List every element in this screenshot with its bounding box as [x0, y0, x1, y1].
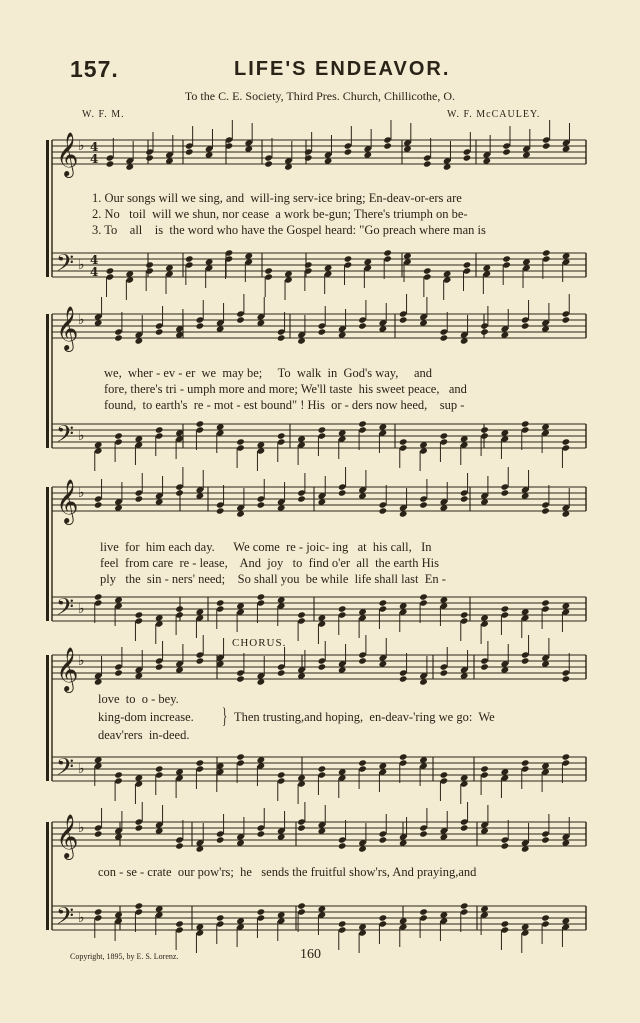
- note-head: [502, 255, 511, 262]
- note-head: [114, 669, 123, 676]
- system-bracket: [46, 822, 49, 930]
- note-head: [440, 432, 449, 439]
- note-head: [379, 507, 388, 514]
- note-head: [196, 657, 205, 664]
- note-head: [297, 824, 306, 831]
- note-head: [297, 902, 306, 909]
- lyric-chorus: con - se - crate our pow'rs; he sends the fruitful show'rs, And praying,and: [98, 865, 477, 879]
- treble-clef-icon: 𝄞: [56, 814, 79, 858]
- note-head: [257, 593, 266, 600]
- note-head: [501, 842, 510, 849]
- lyric-verse-2: king-dom increase.: [98, 710, 194, 724]
- note-head: [423, 267, 432, 274]
- note-head: [114, 771, 123, 778]
- lyric-verse-3: deav'rers in-deed.: [98, 728, 190, 742]
- flat-sign-icon: ♭: [78, 820, 85, 836]
- time-signature: 4: [90, 140, 99, 154]
- chorus-label: CHORUS.: [232, 637, 287, 649]
- brace: }: [222, 703, 228, 728]
- note-head: [236, 675, 245, 682]
- note-head: [94, 593, 103, 600]
- note-head: [542, 142, 551, 149]
- note-head: [145, 154, 154, 161]
- note-head: [145, 261, 154, 268]
- note-head: [304, 261, 313, 268]
- note-head: [135, 824, 144, 831]
- note-head: [338, 842, 347, 849]
- note-head: [264, 267, 273, 274]
- note-head: [379, 914, 388, 921]
- note-head: [94, 908, 103, 915]
- bass-clef-icon: 𝄢: [56, 420, 75, 453]
- note-head: [379, 836, 388, 843]
- note-head: [175, 489, 184, 496]
- time-signature: 4: [90, 253, 99, 267]
- note-head: [216, 507, 225, 514]
- note-head: [318, 328, 327, 335]
- note-head: [135, 495, 144, 502]
- note-head: [383, 249, 392, 256]
- note-head: [175, 920, 184, 927]
- note-head: [338, 489, 347, 496]
- note-head: [419, 593, 428, 600]
- note-head: [135, 611, 144, 618]
- note-head: [185, 148, 194, 155]
- note-head: [480, 426, 489, 433]
- flat-sign-icon: ♭: [78, 485, 85, 501]
- note-head: [399, 316, 408, 323]
- note-head: [383, 142, 392, 149]
- note-head: [344, 148, 353, 155]
- lyric-verse-1: we, wher - ev - er we may be; To walk in God's way, and: [104, 366, 433, 380]
- note-head: [521, 759, 530, 766]
- time-signature: 4: [90, 152, 99, 166]
- note-head: [463, 261, 472, 268]
- note-head: [236, 316, 245, 323]
- note-head: [257, 501, 266, 508]
- note-head: [196, 322, 205, 329]
- note-head: [562, 316, 571, 323]
- note-head: [196, 420, 205, 427]
- copyright-notice: Copyright, 1895, by E. S. Lorenz.: [70, 952, 179, 961]
- note-head: [135, 902, 144, 909]
- note-head: [521, 322, 530, 329]
- note-head: [399, 753, 408, 760]
- note-head: [358, 420, 367, 427]
- note-head: [541, 599, 550, 606]
- note-head: [358, 322, 367, 329]
- hymn-number: 157.: [70, 56, 119, 82]
- bass-clef-icon: 𝄢: [56, 753, 75, 786]
- note-head: [318, 765, 327, 772]
- note-head: [277, 334, 286, 341]
- note-head: [94, 501, 103, 508]
- note-head: [480, 663, 489, 670]
- note-head: [501, 920, 510, 927]
- note-head: [236, 438, 245, 445]
- note-head: [379, 599, 388, 606]
- note-head: [114, 432, 123, 439]
- lyric-verse-1: 1. Our songs will we sing, and will-ing serv-ice bring; En-deav-or-ers are: [92, 191, 462, 205]
- treble-clef-icon: 𝄞: [56, 479, 79, 523]
- lyric-verse-3: 3. To all is the word who have the Gospel heard: "Go preach where man is: [92, 223, 486, 237]
- note-head: [521, 420, 530, 427]
- dedication: To the C. E. Society, Third Pres. Church, Chillicothe, O.: [184, 89, 456, 103]
- note-head: [480, 328, 489, 335]
- note-head: [440, 669, 449, 676]
- note-head: [155, 328, 164, 335]
- note-head: [216, 914, 225, 921]
- note-head: [257, 830, 266, 837]
- note-head: [344, 255, 353, 262]
- note-head: [338, 920, 347, 927]
- flat-sign-icon: ♭: [78, 601, 85, 617]
- lyric-verse-3: ply the sin - ners' need; So shall you be while life shall last En -: [100, 572, 446, 586]
- bass-clef-icon: 𝄢: [56, 902, 75, 935]
- note-head: [419, 501, 428, 508]
- lyric-verse-1: love to o - bey.: [98, 692, 179, 706]
- note-head: [106, 160, 115, 167]
- note-head: [460, 611, 469, 618]
- note-head: [440, 334, 449, 341]
- note-head: [562, 675, 571, 682]
- note-head: [155, 663, 164, 670]
- note-head: [277, 771, 286, 778]
- note-head: [463, 154, 472, 161]
- note-head: [114, 334, 123, 341]
- note-head: [501, 489, 510, 496]
- note-head: [304, 154, 313, 161]
- page-number: 160: [300, 947, 321, 962]
- treble-clef-icon: 𝄞: [56, 647, 79, 691]
- note-head: [419, 830, 428, 837]
- note-head: [257, 908, 266, 915]
- note-head: [175, 605, 184, 612]
- note-head: [185, 255, 194, 262]
- note-head: [155, 765, 164, 772]
- lyric-verse-2: feel from care re - lease, And joy to find o'er all the earth His: [100, 556, 439, 570]
- note-head: [480, 765, 489, 772]
- note-head: [264, 160, 273, 167]
- note-head: [562, 753, 571, 760]
- note-head: [297, 611, 306, 618]
- note-head: [196, 759, 205, 766]
- time-signature: 4: [90, 265, 99, 279]
- lyric-verse-1: live for him each day. We come re - joic- ing at his call, In: [100, 540, 432, 554]
- note-head: [542, 249, 551, 256]
- note-head: [399, 675, 408, 682]
- note-head: [216, 836, 225, 843]
- system-bracket: [46, 314, 49, 448]
- treble-clef-icon: 𝄞: [56, 306, 79, 350]
- chorus-lyric: Then trusting,and hoping, en-deav-'ring we go: We: [234, 710, 495, 724]
- note-head: [297, 495, 306, 502]
- note-head: [358, 759, 367, 766]
- system-bracket: [46, 487, 49, 621]
- system-bracket: [46, 140, 49, 277]
- note-head: [562, 438, 571, 445]
- note-head: [155, 426, 164, 433]
- system-bracket: [46, 655, 49, 781]
- lyric-verse-3: found, to earth's re - mot - est bound" ! His or - ders now heed, sup -: [104, 398, 465, 412]
- lyric-verse-2: fore, there's tri - umph more and more; We'll taste his sweet peace, and: [104, 382, 467, 396]
- flat-sign-icon: ♭: [78, 653, 85, 669]
- note-head: [216, 599, 225, 606]
- flat-sign-icon: ♭: [78, 257, 85, 273]
- note-head: [541, 914, 550, 921]
- flat-sign-icon: ♭: [78, 312, 85, 328]
- note-head: [502, 148, 511, 155]
- treble-clef-icon: 𝄞: [56, 132, 79, 176]
- note-head: [358, 657, 367, 664]
- hymn-title: LIFE'S ENDEAVOR.: [234, 58, 451, 80]
- note-head: [399, 438, 408, 445]
- flat-sign-icon: ♭: [78, 910, 85, 926]
- note-head: [423, 160, 432, 167]
- note-head: [541, 836, 550, 843]
- author-words: W. F. M.: [82, 109, 125, 120]
- lyric-verse-2: 2. No toil will we shun, nor cease a work be-gun; There's triumph on be-: [92, 207, 468, 221]
- author-music: W. F. McCAULEY.: [447, 109, 541, 120]
- note-head: [541, 507, 550, 514]
- note-head: [460, 902, 469, 909]
- note-head: [318, 426, 327, 433]
- note-head: [338, 605, 347, 612]
- note-head: [460, 824, 469, 831]
- note-head: [419, 908, 428, 915]
- bass-clef-icon: 𝄢: [56, 593, 75, 626]
- flat-sign-icon: ♭: [78, 138, 85, 154]
- flat-sign-icon: ♭: [78, 761, 85, 777]
- note-head: [521, 657, 530, 664]
- note-head: [318, 663, 327, 670]
- note-head: [94, 830, 103, 837]
- note-head: [175, 842, 184, 849]
- note-head: [277, 432, 286, 439]
- flat-sign-icon: ♭: [78, 428, 85, 444]
- bass-clef-icon: 𝄢: [56, 249, 75, 282]
- note-head: [440, 771, 449, 778]
- note-head: [277, 669, 286, 676]
- note-head: [501, 605, 510, 612]
- note-head: [236, 753, 245, 760]
- note-head: [460, 495, 469, 502]
- note-head: [106, 267, 115, 274]
